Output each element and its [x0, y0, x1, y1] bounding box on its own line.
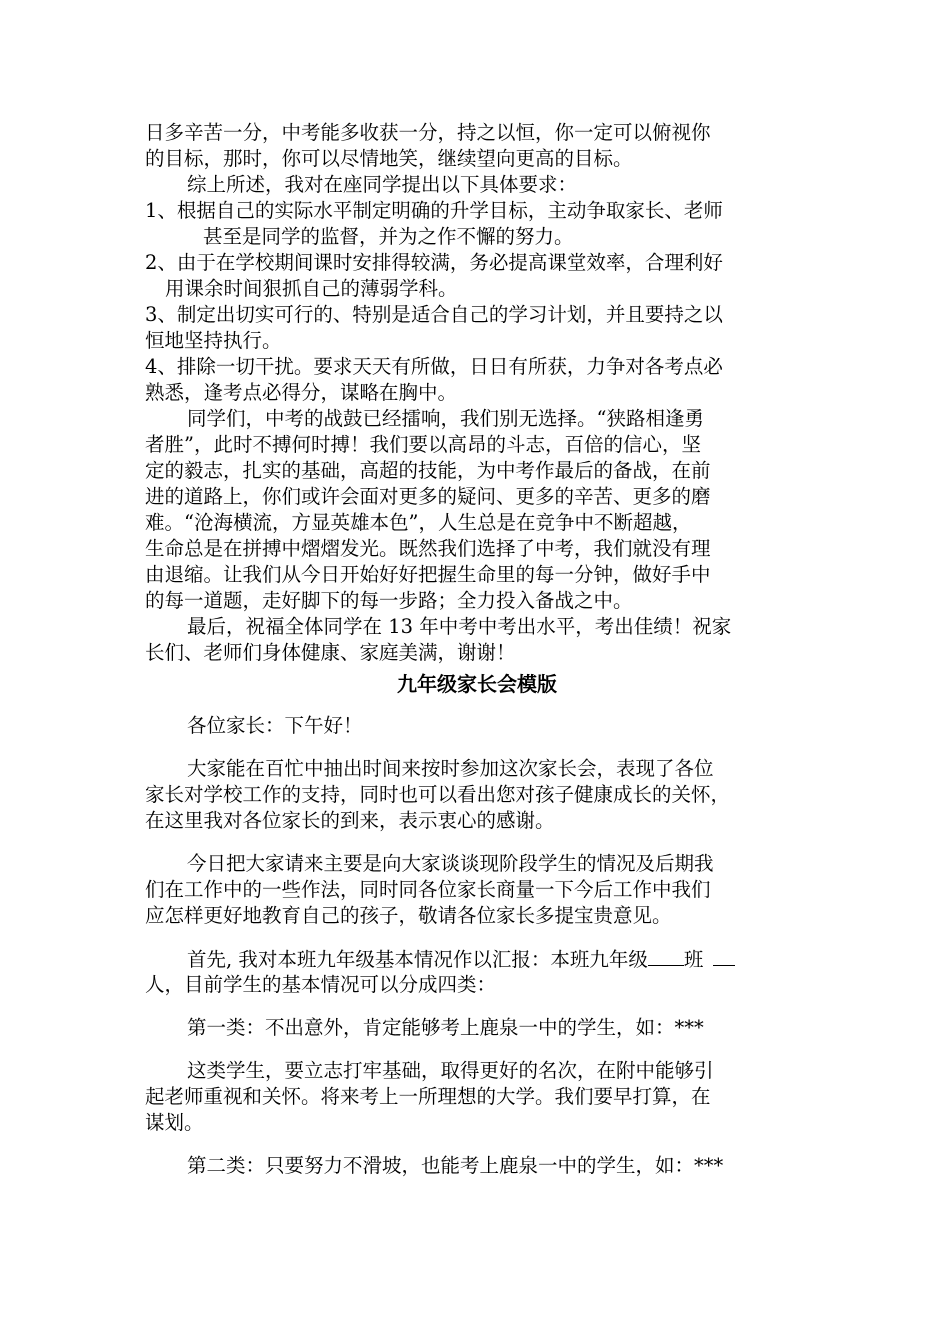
- text-line: 起老师重视和关怀。将来考上一所理想的大学。我们要早打算，在: [145, 1085, 711, 1108]
- section-title: 九年级家长会模版: [397, 672, 557, 696]
- text-line: 这类学生，要立志打牢基础，取得更好的名次，在附中能够引: [187, 1059, 714, 1082]
- text-line: 同学们，中考的战鼓已经擂响，我们别无选择。“狭路相逢勇: [187, 407, 704, 430]
- section-speech-ending: [145, 120, 809, 666]
- list-item-2-cont: 用课余时间狠抓自己的薄弱学科。: [165, 277, 458, 300]
- category-2: 第二类：只要努力不滑坡，也能考上鹿泉一中的学生，如：***: [187, 1154, 724, 1177]
- class-info-line: [145, 946, 809, 972]
- document-page: [145, 120, 809, 1179]
- list-item-4: 4、排除一切干扰。要求天天有所做，日日有所获，力争对各考点必: [145, 355, 723, 378]
- text-line: 日多辛苦一分，中考能多收获一分，持之以恒，你一定可以俯视你: [145, 121, 711, 144]
- text-line: 生命总是在拼搏中熠熠发光。既然我们选择了中考，我们就没有理: [145, 537, 711, 560]
- text-line: 家长对学校工作的支持，同时也可以看出您对孩子健康成长的关怀，: [145, 783, 731, 806]
- text-line: 综上所述，我对在座同学提出以下具体要求：: [187, 173, 578, 196]
- text-line: 大家能在百忙中抽出时间来按时参加这次家长会，表现了各位: [187, 757, 714, 780]
- text-line: 难。“沧海横流，方显英雄本色”，人生总是在竞争中不断超越，: [145, 511, 692, 534]
- list-item-3-cont: 恒地坚持执行。: [145, 329, 282, 352]
- text-line: 人，目前学生的基本情况可以分成四类：: [145, 973, 497, 996]
- text-line: 进的道路上，你们或许会面对更多的疑问、更多的辛苦、更多的磨: [145, 485, 711, 508]
- category-1: 第一类：不出意外，肯定能够考上鹿泉一中的学生，如：***: [187, 1016, 704, 1039]
- student-count-blank: [713, 946, 735, 966]
- paragraph-spacer: [145, 1136, 809, 1153]
- text-line: 们在工作中的一些作法，同时同各位家长商量一下今后工作中我们: [145, 878, 711, 901]
- class-suffix: 班: [683, 948, 704, 971]
- list-item-1: 1、根据自己的实际水平制定明确的升学目标，主动争取家长、老师: [145, 199, 723, 222]
- text-line: 最后，祝福全体同学在 13 年中考中考出水平，考出佳绩！祝家: [187, 615, 732, 638]
- paragraph-spacer: [145, 834, 809, 851]
- text-line: 者胜”，此时不搏何时搏！我们要以高昂的斗志，百倍的信心，坚: [145, 433, 701, 456]
- class-info-text: 首先, 我对本班九年级基本情况作以汇报：本班九年级: [187, 948, 648, 971]
- paragraph-spacer: [145, 1041, 809, 1058]
- text-line: 的每一道题，走好脚下的每一步路；全力投入备战之中。: [145, 589, 633, 612]
- text-line: 今日把大家请来主要是向大家谈谈现阶段学生的情况及后期我: [187, 852, 714, 875]
- greeting: 各位家长：下午好！: [187, 714, 363, 737]
- text-line: 在这里我对各位家长的到来，表示衷心的感谢。: [145, 809, 555, 832]
- paragraph-spacer: [145, 929, 809, 946]
- list-item-2: 2、由于在学校期间课时安排得较满，务必提高课堂效率，合理利好: [145, 251, 723, 274]
- paragraph-spacer: [145, 998, 809, 1015]
- text-line: 应怎样更好地教育自己的孩子，敬请各位家长多提宝贵意见。: [145, 904, 672, 927]
- text-line: 谋划。: [145, 1111, 204, 1134]
- section-parent-meeting: [145, 713, 809, 1179]
- text-line: 由退缩。让我们从今日开始好好把握生命里的每一分钟，做好手中: [145, 563, 711, 586]
- text-line: 的目标，那时，你可以尽情地笑，继续望向更高的目标。: [145, 147, 633, 170]
- list-item-4-cont: 熟悉，逢考点必得分，谋略在胸中。: [145, 381, 458, 404]
- paragraph-spacer: [145, 739, 809, 756]
- class-number-blank: [648, 946, 684, 966]
- text-line: 长们、老师们身体健康、家庭美满，谢谢！: [145, 641, 516, 664]
- list-item-1-cont: 甚至是同学的监督，并为之作不懈的努力。: [203, 225, 574, 248]
- text-line: 定的毅志，扎实的基础，高超的技能，为中考作最后的备战，在前: [145, 459, 711, 482]
- list-item-3: 3、制定出切实可行的、特别是适合自己的学习计划，并且要持之以: [145, 303, 723, 326]
